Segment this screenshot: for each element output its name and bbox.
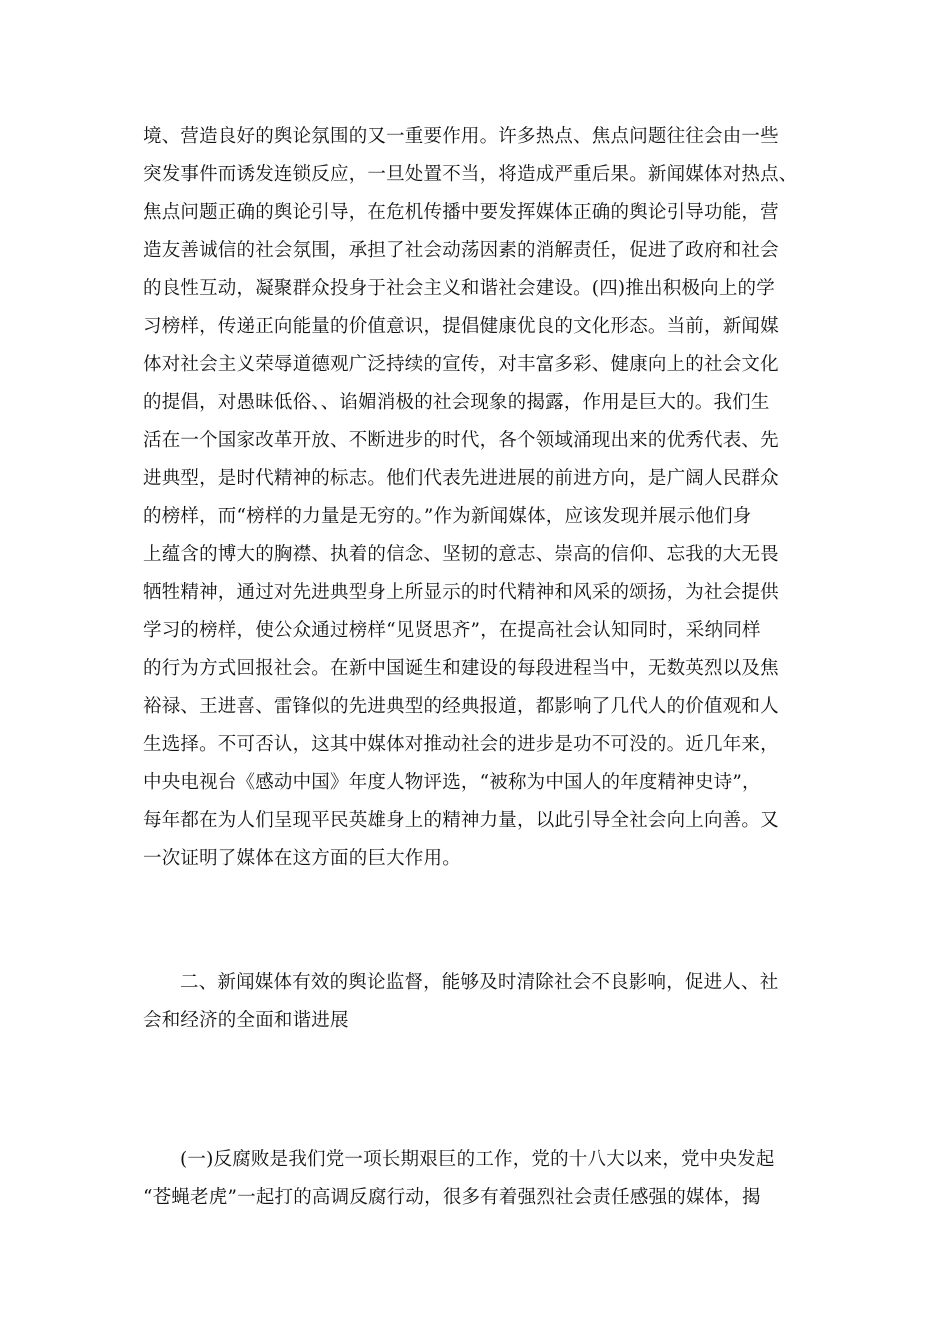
text-line: 习榜样，传递正向能量的价值意识，提倡健康优良的文化形态。当前，新闻媒 [143,316,779,337]
text-line: 体对社会主义荣辱道德观广泛持续的宣传，对丰富多彩、健康向上的社会文化 [143,354,779,375]
body-paragraph [143,118,823,878]
text-line: 裕禄、王进喜、雷锋似的先进典型的经典报道，都影响了几代人的价值观和人 [143,696,779,717]
section-heading [143,964,823,1040]
text-line: 一次证明了媒体在这方面的巨大作用。 [143,848,461,869]
body-paragraph [143,1141,823,1217]
text-line: 会和经济的全面和谐进展 [143,1010,349,1031]
text-line: 的良性互动，凝聚群众投身于社会主义和谐社会建设。(四)推出积极向上的学 [143,278,775,299]
text-line: 牺牲精神，通过对先进典型身上所显示的时代精神和风采的颂扬，为社会提供 [143,582,779,603]
text-line: 中央电视台《感动中国》年度人物评选，“被称为中国人的年度精神史诗”， [143,772,761,793]
text-line: 的行为方式回报社会。在新中国诞生和建设的每段进程当中，无数英烈以及焦 [143,658,779,679]
text-line: 进典型，是时代精神的标志。他们代表先进进展的前进方向，是广阔人民群众 [143,468,779,489]
text-line: 造友善诚信的社会氛围，承担了社会动荡因素的消解责任，促进了政府和社会 [143,240,779,261]
text-line: 的榜样，而“榜样的力量是无穷的。”作为新闻媒体，应该发现并展示他们身 [143,506,752,527]
text-line: 境、营造良好的舆论氛围的又一重要作用。许多热点、焦点问题往往会由一些 [143,126,779,147]
text-line: 每年都在为人们呈现平民英雄身上的精神力量，以此引导全社会向上向善。又 [143,810,779,831]
text-line: 突发事件而诱发连锁反应，一旦处置不当，将造成严重后果。新闻媒体对热点、 [143,164,798,185]
text-line: 学习的榜样，使公众通过榜样“见贤思齐”，在提高社会认知同时，采纳同样 [143,620,761,641]
text-line: 活在一个国家改革开放、不断进步的时代，各个领域涌现出来的优秀代表、先 [143,430,779,451]
text-line: 上蕴含的博大的胸襟、执着的信念、坚韧的意志、崇高的信仰、忘我的大无畏 [143,544,779,565]
text-line: 焦点问题正确的舆论引导，在危机传播中要发挥媒体正确的舆论引导功能，营 [143,202,779,223]
text-line: “苍蝇老虎”一起打的高调反腐行动，很多有着强烈社会责任感强的媒体，揭 [143,1187,761,1208]
text-line: (一)反腐败是我们党一项长期艰巨的工作，党的十八大以来，党中央发起 [180,1149,775,1170]
text-line: 的提倡，对愚昧低俗、、谄媚消极的社会现象的揭露，作用是巨大的。我们生 [143,392,770,413]
text-line: 二、新闻媒体有效的舆论监督，能够及时清除社会不良影响，促进人、社 [180,972,779,993]
text-line: 生选择。不可否认，这其中媒体对推动社会的进步是功不可没的。近几年来， [143,734,779,755]
